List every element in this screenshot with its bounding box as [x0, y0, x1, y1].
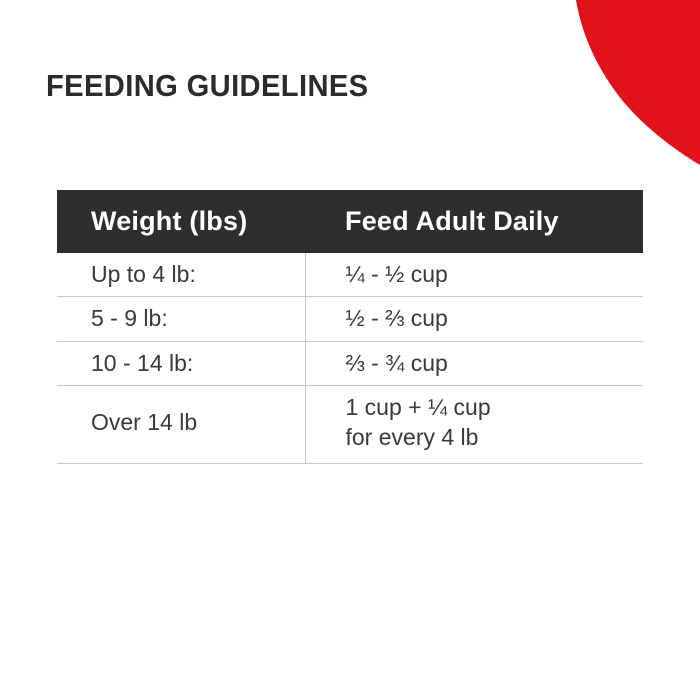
- table-header: [57, 190, 643, 253]
- column-header-feed: Feed Adult Daily: [305, 190, 643, 253]
- table-row: [57, 297, 643, 341]
- table-body: [57, 253, 643, 463]
- cell-feed: ¼ - ½ cup: [305, 253, 643, 297]
- cell-feed: ⅔ - ¾ cup: [305, 341, 643, 385]
- table-row: [57, 386, 643, 464]
- cell-feed-line-1: 1 cup + ¼ cup: [345, 394, 491, 421]
- feeding-guidelines-table: [57, 190, 643, 464]
- column-header-weight: Weight (lbs): [57, 190, 305, 253]
- cell-weight: Up to 4 lb:: [57, 253, 305, 297]
- cell-feed: ½ - ⅔ cup: [305, 297, 643, 341]
- cell-weight: 5 - 9 lb:: [57, 297, 305, 341]
- cell-feed: [305, 386, 643, 464]
- red-swoosh-decoration: [440, 0, 700, 200]
- table-row: [57, 253, 643, 297]
- cell-weight: Over 14 lb: [57, 386, 305, 464]
- cell-weight: 10 - 14 lb:: [57, 341, 305, 385]
- table-header-row: [57, 190, 643, 253]
- cell-feed-line-2: for every 4 lb: [345, 424, 479, 451]
- table-row: [57, 341, 643, 385]
- page-title: FEEDING GUIDELINES: [46, 68, 369, 103]
